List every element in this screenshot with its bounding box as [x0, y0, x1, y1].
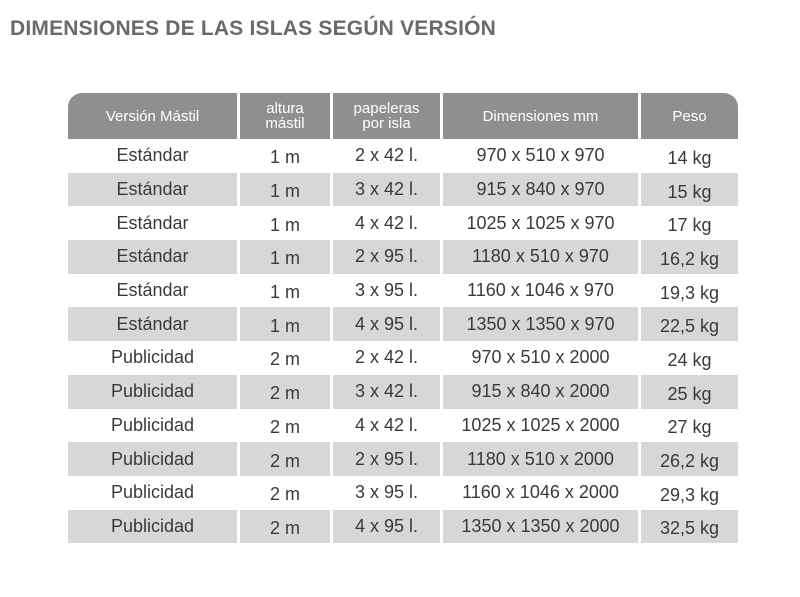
cell-altura: 1 m [240, 139, 333, 173]
table-row [68, 274, 738, 308]
cell-dimensiones: 1160 x 1046 x 2000 [443, 476, 641, 510]
dimensions-table [68, 93, 738, 543]
cell-altura: 2 m [240, 341, 333, 375]
table-row [68, 510, 738, 544]
cell-dimensiones: 970 x 510 x 970 [443, 139, 641, 173]
cell-version: Publicidad [68, 409, 240, 443]
table-row [68, 139, 738, 173]
cell-peso: 27 kg [667, 417, 712, 438]
cell-altura: 2 m [240, 476, 333, 510]
header-papeleras: papeleras por isla [333, 93, 443, 139]
cell-papeleras: 4 x 42 l. [333, 409, 443, 443]
cell-version: Publicidad [68, 510, 240, 544]
cell-dimensiones: 970 x 510 x 2000 [443, 341, 641, 375]
cell-version: Estándar [68, 240, 240, 274]
table-row [68, 206, 738, 240]
cell-altura: 1 m [240, 173, 333, 207]
cell-version: Estándar [68, 139, 240, 173]
table-row [68, 341, 738, 375]
table-row [68, 173, 738, 207]
table-body [68, 139, 738, 543]
table-row [68, 240, 738, 274]
cell-dimensiones: 915 x 840 x 2000 [443, 375, 641, 409]
cell-altura: 1 m [240, 206, 333, 240]
cell-altura: 1 m [240, 274, 333, 308]
cell-peso: 19,3 kg [659, 282, 720, 303]
cell-dimensiones: 1025 x 1025 x 970 [443, 206, 641, 240]
cell-dimensiones: 1180 x 510 x 2000 [443, 442, 641, 476]
cell-version: Publicidad [68, 341, 240, 375]
cell-peso: 32,5 kg [659, 518, 720, 539]
cell-dimensiones: 1025 x 1025 x 2000 [443, 409, 641, 443]
table-row [68, 375, 738, 409]
page-title: DIMENSIONES DE LAS ISLAS SEGÚN VERSIÓN [10, 17, 497, 40]
cell-peso: 26,2 kg [659, 451, 720, 472]
table-row [68, 409, 738, 443]
header-dimensiones: Dimensiones mm [443, 93, 641, 139]
cell-papeleras: 3 x 95 l. [333, 274, 443, 308]
cell-altura: 1 m [240, 240, 333, 274]
cell-peso: 14 kg [667, 147, 712, 168]
cell-version: Estándar [68, 307, 240, 341]
cell-dimensiones: 915 x 840 x 970 [443, 173, 641, 207]
cell-papeleras: 3 x 95 l. [333, 476, 443, 510]
cell-dimensiones: 1350 x 1350 x 2000 [443, 510, 641, 544]
cell-papeleras: 3 x 42 l. [333, 173, 443, 207]
cell-altura: 2 m [240, 375, 333, 409]
cell-papeleras: 4 x 95 l. [333, 307, 443, 341]
table-row [68, 442, 738, 476]
cell-version: Publicidad [68, 375, 240, 409]
cell-peso: 29,3 kg [659, 484, 720, 505]
table-row [68, 476, 738, 510]
cell-papeleras: 2 x 42 l. [333, 341, 443, 375]
header-peso: Peso [672, 107, 707, 125]
cell-version: Estándar [68, 206, 240, 240]
cell-peso: 16,2 kg [659, 248, 720, 269]
header-version: Versión Mástil [68, 93, 240, 139]
cell-peso: 25 kg [667, 383, 712, 404]
cell-papeleras: 2 x 42 l. [333, 139, 443, 173]
cell-peso: 15 kg [667, 181, 712, 202]
cell-altura: 2 m [240, 442, 333, 476]
cell-papeleras: 4 x 95 l. [333, 510, 443, 544]
cell-version: Publicidad [68, 442, 240, 476]
cell-dimensiones: 1350 x 1350 x 970 [443, 307, 641, 341]
header-altura: altura mástil [240, 93, 333, 139]
cell-altura: 1 m [240, 307, 333, 341]
cell-altura: 2 m [240, 510, 333, 544]
cell-version: Estándar [68, 173, 240, 207]
cell-papeleras: 4 x 42 l. [333, 206, 443, 240]
cell-peso: 24 kg [667, 349, 712, 370]
cell-papeleras: 2 x 95 l. [333, 442, 443, 476]
cell-peso: 22,5 kg [659, 316, 720, 337]
table-header [68, 93, 738, 139]
cell-papeleras: 3 x 42 l. [333, 375, 443, 409]
cell-version: Publicidad [68, 476, 240, 510]
cell-altura: 2 m [240, 409, 333, 443]
cell-papeleras: 2 x 95 l. [333, 240, 443, 274]
cell-dimensiones: 1160 x 1046 x 970 [443, 274, 641, 308]
table-row [68, 307, 738, 341]
cell-peso: 17 kg [667, 215, 712, 236]
cell-version: Estándar [68, 274, 240, 308]
cell-dimensiones: 1180 x 510 x 970 [443, 240, 641, 274]
